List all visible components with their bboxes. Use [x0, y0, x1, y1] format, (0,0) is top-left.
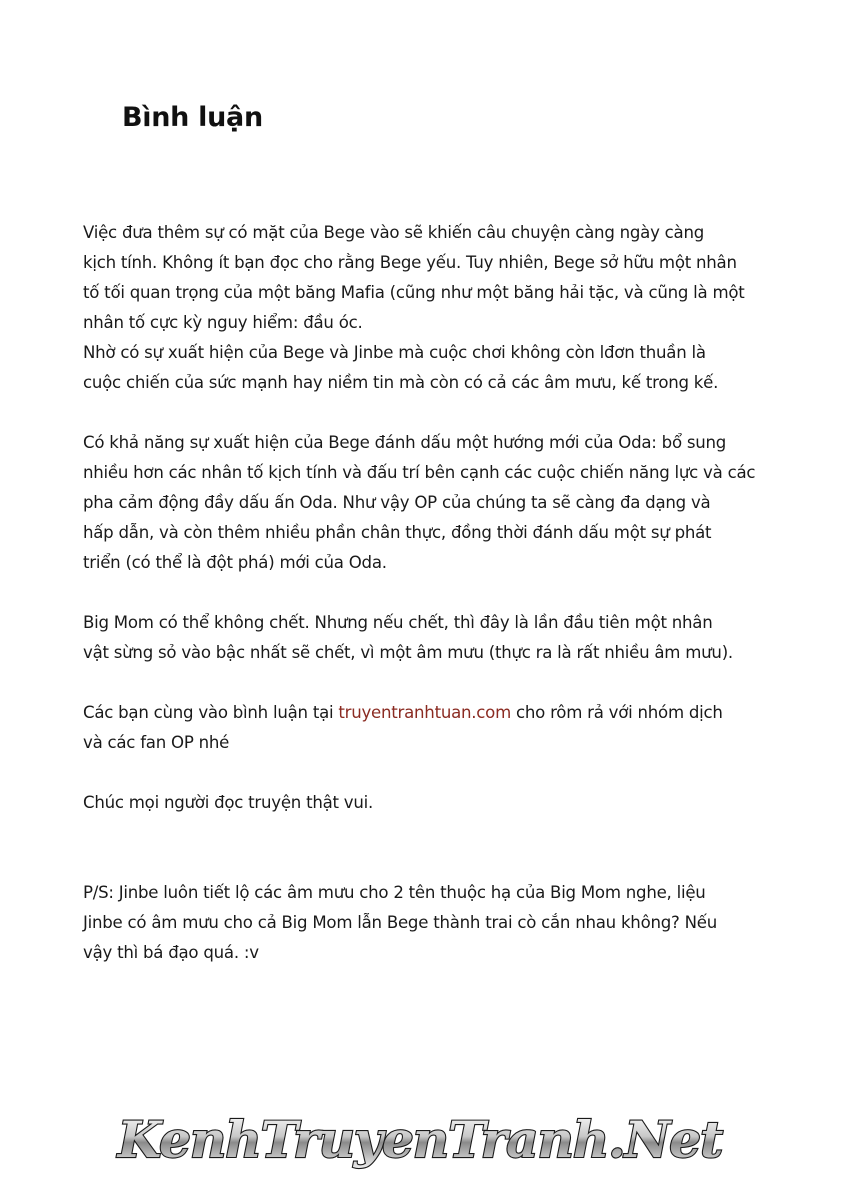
paragraph-line: triển (có thể là đột phá) mới của Oda. — [83, 553, 387, 572]
paragraph-line: kịch tính. Không ít bạn đọc cho rằng Bege yếu. Tuy nhiên, Bege sở hữu một nhân — [83, 253, 737, 272]
paragraph-line: P/S: Jinbe luôn tiết lộ các âm mưu cho 2 tên thuộc hạ của Big Mom nghe, liệu — [83, 883, 706, 902]
link-prefix-text: Các bạn cùng vào bình luận tại — [83, 703, 339, 722]
paragraph-line: vật sừng sỏ vào bậc nhất sẽ chết, vì một âm mưu (thực ra là rất nhiều âm mưu). — [83, 643, 733, 662]
watermark-logo-art — [0, 1105, 850, 1185]
paragraph-line: nhân tố cực kỳ nguy hiểm: đầu óc. — [83, 313, 363, 332]
paragraph-line: hấp dẫn, và còn thêm nhiều phần chân thực, đồng thời đánh dấu một sự phát — [83, 523, 712, 542]
site-watermark-logo — [0, 1105, 850, 1185]
paragraph-spacer — [83, 758, 783, 788]
paragraph-line: vậy thì bá đạo quá. :v — [83, 943, 259, 962]
paragraph-spacer — [83, 398, 783, 428]
paragraph-spacer — [83, 578, 783, 608]
paragraph-spacer — [83, 848, 783, 878]
paragraph-line: nhiều hơn các nhân tố kịch tính và đấu trí bên cạnh các cuộc chiến năng lực và các — [83, 463, 756, 482]
paragraph-line: và các fan OP nhé — [83, 733, 230, 752]
paragraph-line: Jinbe có âm mưu cho cả Big Mom lẫn Bege thành trai cò cắn nhau không? Nếu — [83, 913, 718, 932]
paragraph-spacer — [83, 818, 783, 848]
comment-body — [83, 218, 783, 968]
paragraph-line: tố tối quan trọng của một băng Mafia (cũng như một băng hải tặc, và cũng là một — [83, 283, 745, 302]
paragraph-line: Có khả năng sự xuất hiện của Bege đánh dấu một hướng mới của Oda: bổ sung — [83, 433, 727, 452]
paragraph-line — [83, 698, 783, 728]
paragraph-spacer — [83, 668, 783, 698]
page-title: Bình luận — [122, 102, 263, 133]
watermark-text: KenhTruyenTranh.Net — [117, 1110, 723, 1169]
paragraph-line: Việc đưa thêm sự có mặt của Bege vào sẽ khiến câu chuyện càng ngày càng — [83, 223, 705, 242]
paragraph-line: Chúc mọi người đọc truyện thật vui. — [83, 793, 374, 812]
site-link[interactable]: truyentranhtuan.com — [338, 703, 511, 722]
paragraph-line: Nhờ có sự xuất hiện của Bege và Jinbe mà cuộc chơi không còn lđơn thuần là — [83, 343, 706, 362]
paragraph-line: cuộc chiến của sức mạnh hay niềm tin mà còn có cả các âm mưu, kế trong kế. — [83, 373, 719, 392]
link-suffix-text: cho rôm rả với nhóm dịch — [511, 703, 723, 722]
paragraph-line: pha cảm động đầy dấu ấn Oda. Như vậy OP của chúng ta sẽ càng đa dạng và — [83, 493, 711, 512]
paragraph-line: Big Mom có thể không chết. Nhưng nếu chết, thì đây là lần đầu tiên một nhân — [83, 613, 713, 632]
